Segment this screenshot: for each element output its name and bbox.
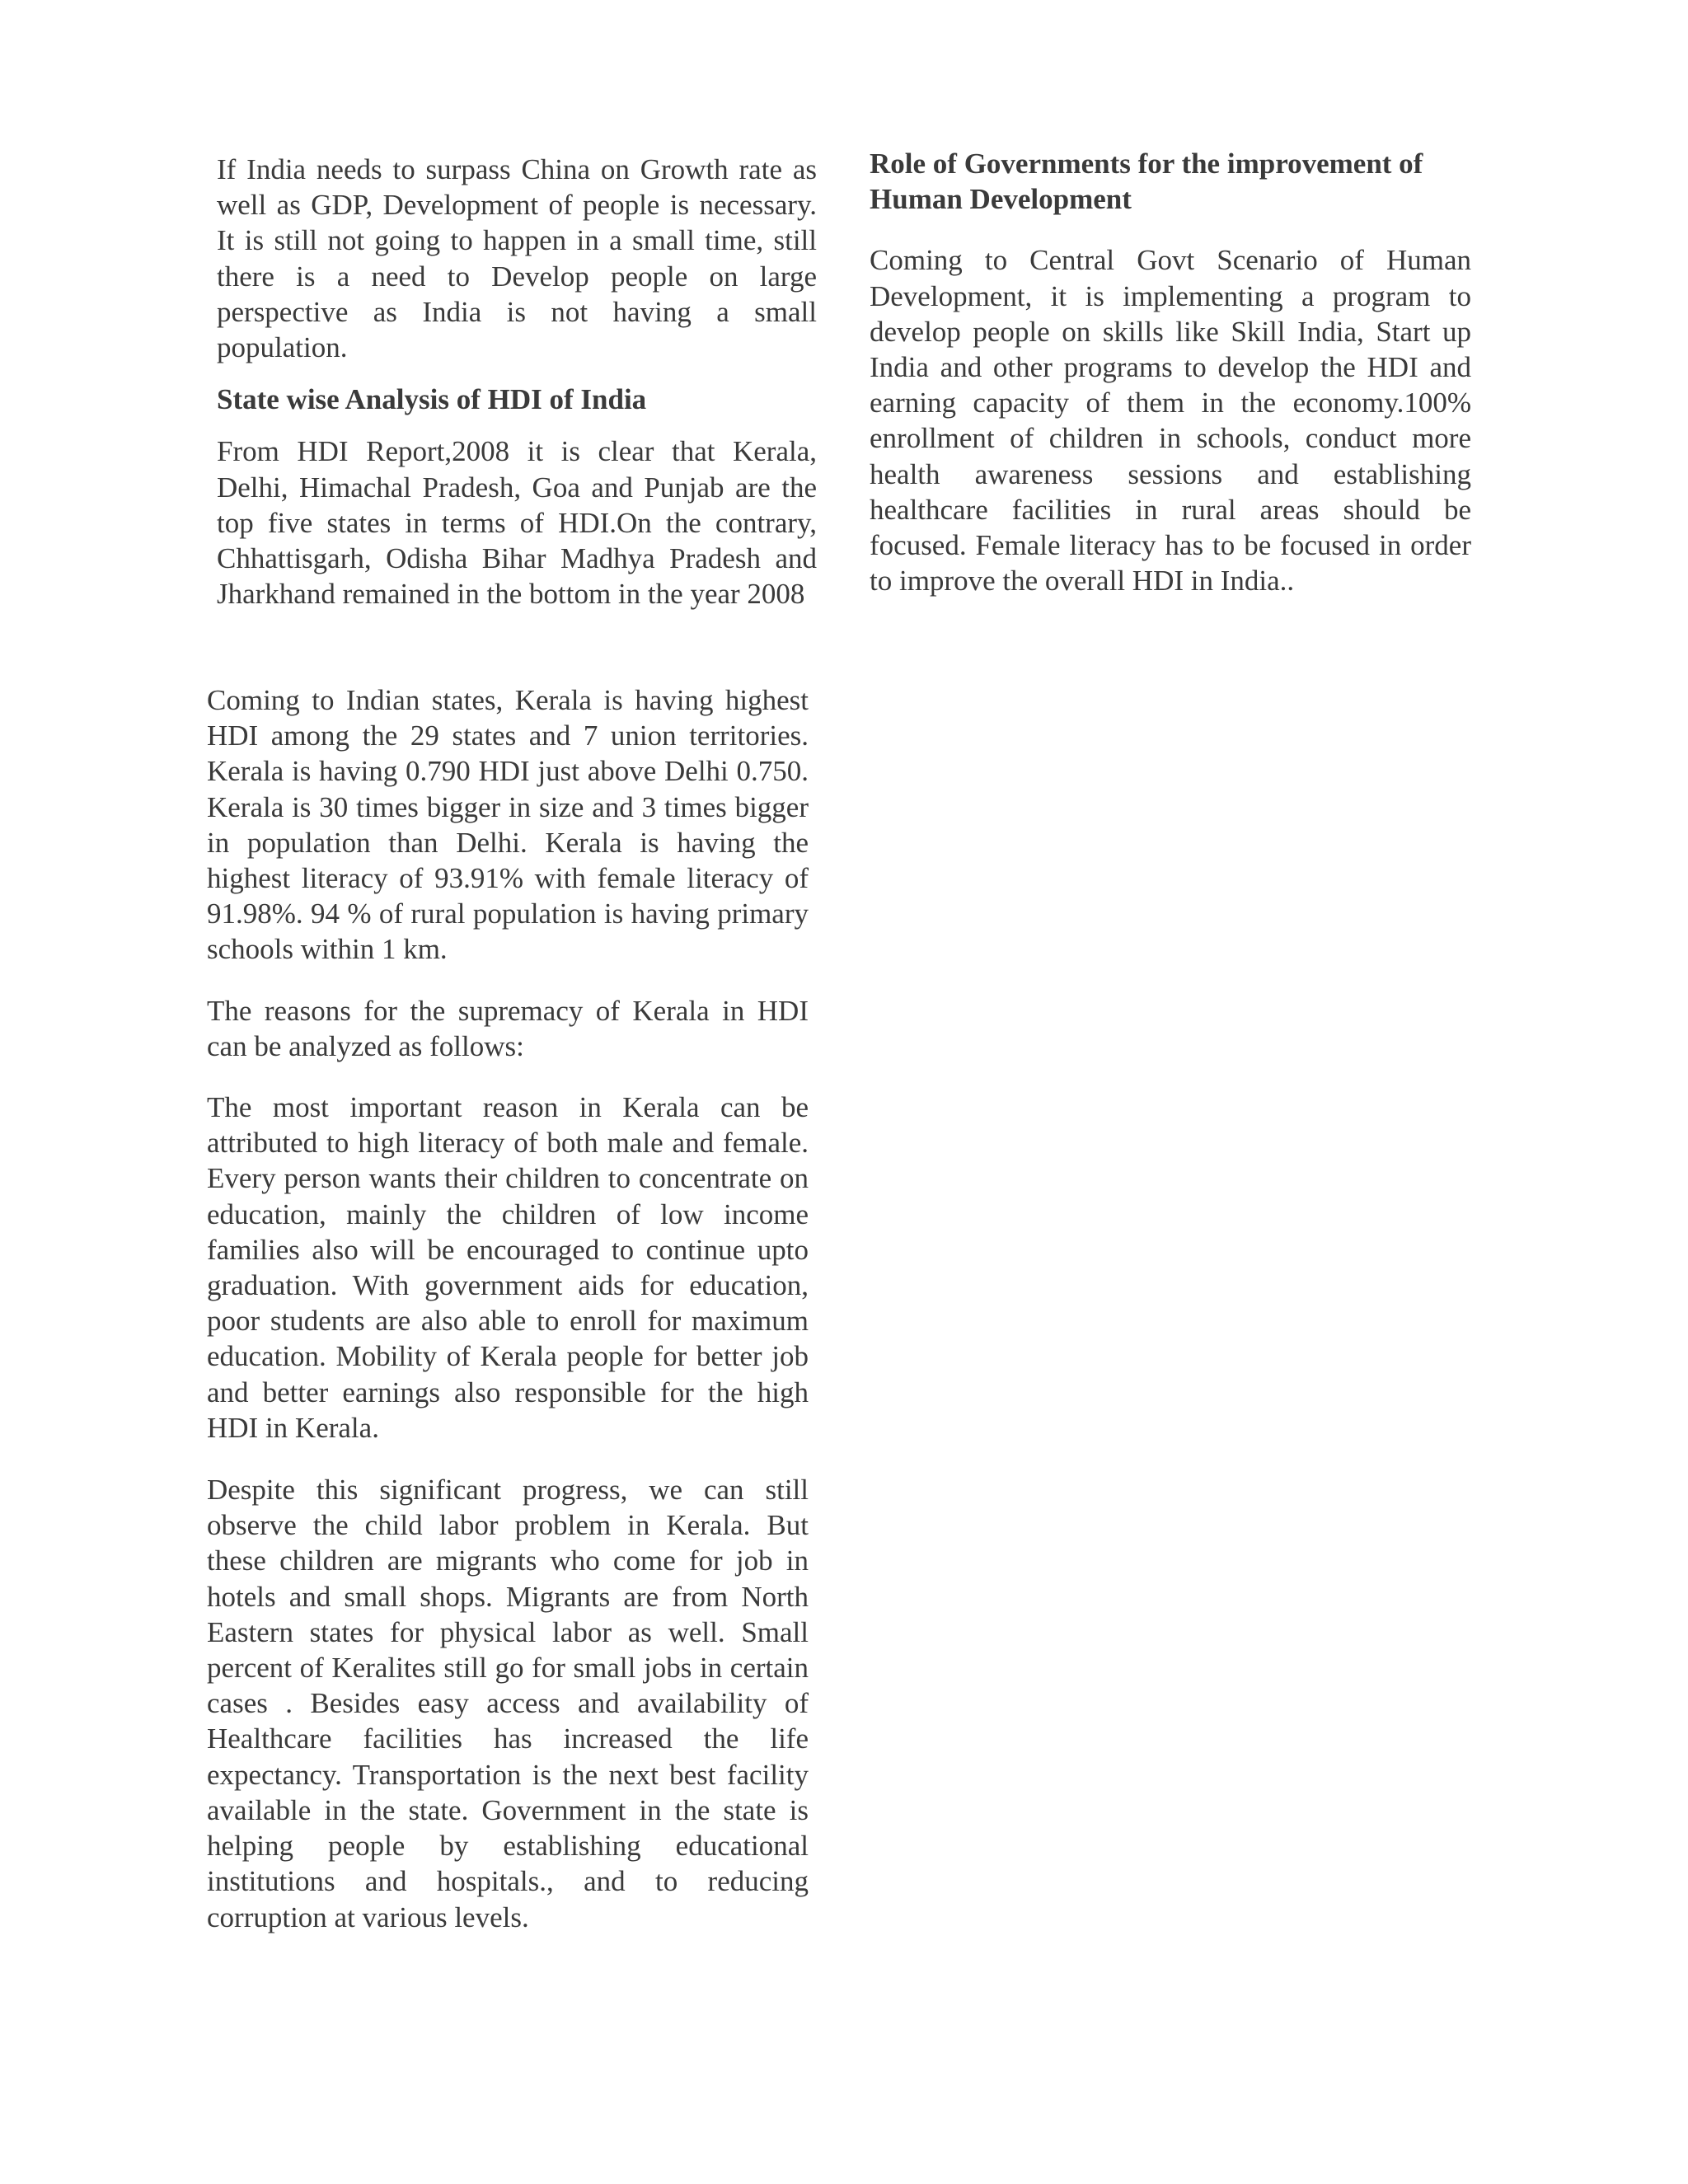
right-column [870, 146, 1471, 598]
reasons-paragraph: The reasons for the supremacy of Kerala in HDI can be analyzed as follows: [207, 994, 809, 1062]
intro-paragraph: If India needs to surpass China on Growth rate as well as GDP, Development of people is necessary. It is still not going to happen in a small time, still there is a need to Develop people on large perspective as India is not having a small population. [217, 153, 817, 364]
state-analysis-heading: State wise Analysis of HDI of India [217, 383, 647, 416]
government-role-paragraph: Coming to Central Govt Scenario of Human Development, it is implementing a program to develop people on skills like Skill India, Start up India and other programs to develop the HDI and earning capacity of them in the economy.100% enrollment of children in schools, conduct more health awareness sessions and establishing healthcare facilities in rural areas should be focused. Female literacy has to be focused in order to improve the overall HDI in India.. [870, 244, 1471, 598]
state-analysis-paragraph: From HDI Report,2008 it is clear that Kerala, Delhi, Himachal Pradesh, Goa and Punjab are the top five states in terms of HDI.On the contrary, Chhattisgarh, Odisha Bihar Madhya Pradesh and Jharkhand remained in the bottom in the year 2008 [217, 435, 817, 611]
left-column-bottom [207, 682, 809, 1935]
despite-paragraph: Despite this significant progress, we can still observe the child labor problem in Kerala. But these children are migrants who come for job in hotels and small shops. Migrants are from North Eastern states for physical labor as well. Small percent of Keralites still go for small jobs in certain cases . Besides easy access and availability of Healthcare facilities has increased the life expectancy. Transportation is the next best facility available in the state. Government in the state is helping people by establishing educational institutions and hospitals., and to reducing corruption at various levels. [207, 1474, 809, 1933]
government-role-heading: Role of Governments for the improvement of Human Development [870, 148, 1423, 216]
left-column-top [217, 152, 817, 612]
literacy-paragraph: The most important reason in Kerala can be attributed to high literacy of both male and female. Every person wants their children to concentrate on education, mainly the children of low income families also will be encouraged to continue upto graduation. With government aids for education, poor students are also able to enroll for maximum education. Mobility of Kerala people for better job and better earnings also responsible for the high HDI in Kerala. [207, 1091, 809, 1444]
kerala-paragraph: Coming to Indian states, Kerala is having highest HDI among the 29 states and 7 union territories. Kerala is having 0.790 HDI just above Delhi 0.750. Kerala is 30 times bigger in size and 3 times bigger in population than Delhi. Kerala is having the highest literacy of 93.91% with female literacy of 91.98%. 94 % of rural population is having primary schools within 1 km. [207, 684, 809, 966]
